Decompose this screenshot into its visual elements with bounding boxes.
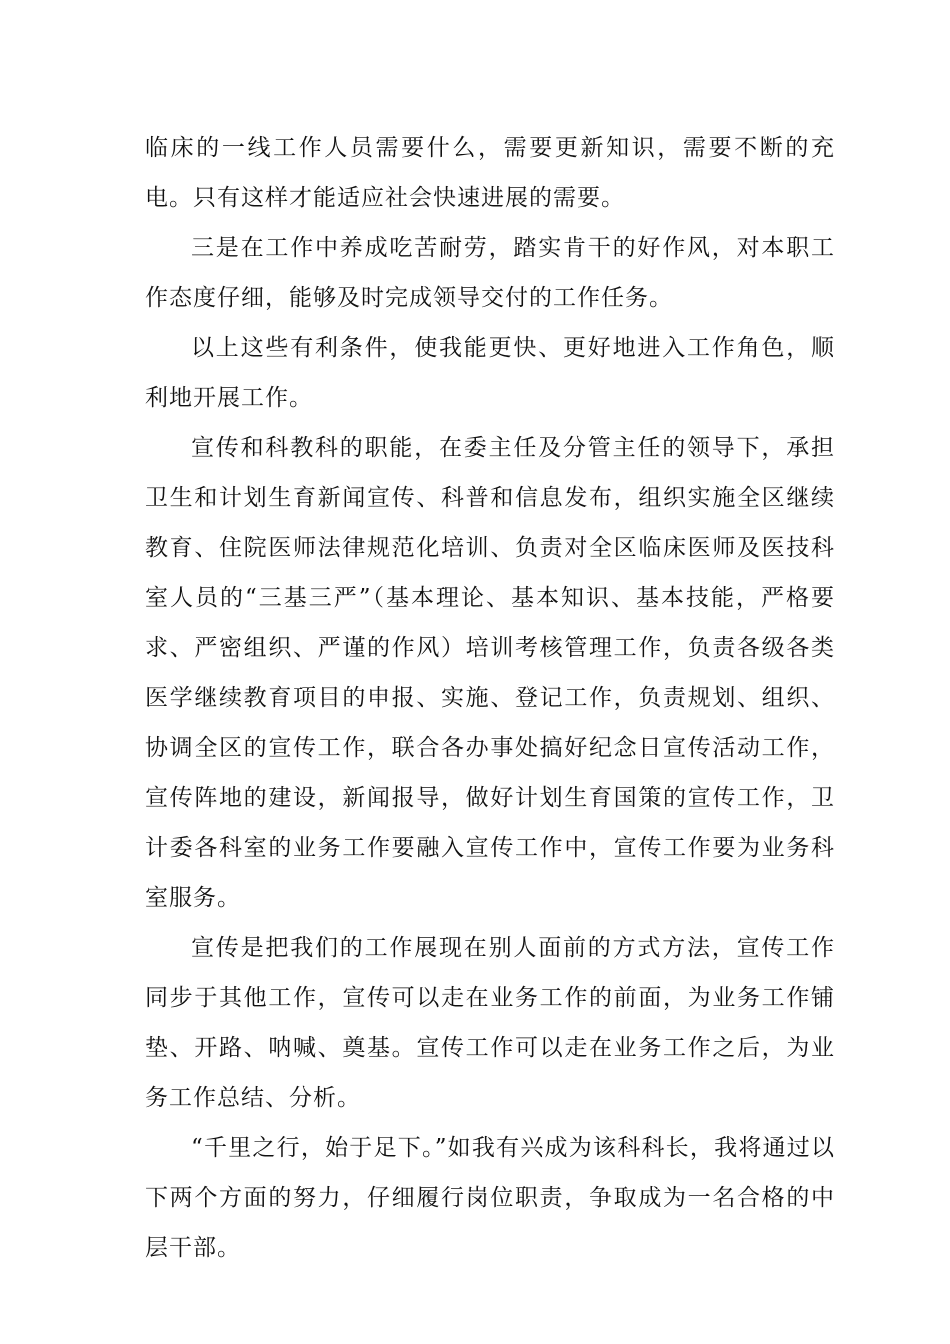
paragraph-publicity: 宣传是把我们的工作展现在别人面前的方式方法，宣传工作同步于其他工作，宣传可以走在业务工作的前面，为业务工作铺垫、开路、呐喊、奠基。宣传工作可以走在业务工作之后，为业务工作总结、分析。	[145, 935, 835, 1111]
paragraph-department-duties: 宣传和科教科的职能，在委主任及分管主任的领导下，承担卫生和计划生育新闻宣传、科普和信息发布，组织实施全区继续教育、住院医师法律规范化培训、负责对全区临床医师及医技科室人员的“三基三严”（基本理论、基本知识、基本技能，严格要求、严密组织、严谨的作风）培训考核管理工作，负责各级各类医学继续教育项目的申报、实施、登记工作，负责规划、组织、协调全区的宣传工作，联合各办事处搞好纪念日宣传活动工作，宣传阵地的建设，新闻报导，做好计划生育国策的宣传工作，卫计委各科室的业务工作要融入宣传工作中，宣传工作要为业务科室服务。	[145, 435, 835, 911]
paragraph-favorable-conditions: 以上这些有利条件，使我能更快、更好地进入工作角色，顺利地开展工作。	[145, 335, 835, 411]
paragraph-commitment: “千里之行，始于足下。”如我有兴成为该科科长，我将通过以下两个方面的努力，仔细履行岗位职责，争取成为一名合格的中层干部。	[145, 1135, 835, 1261]
document-body	[145, 123, 835, 1273]
paragraph-continuation: 临床的一线工作人员需要什么，需要更新知识，需要不断的充电。只有这样才能适应社会快速进展的需要。	[145, 135, 835, 211]
paragraph-work-style: 三是在工作中养成吃苦耐劳，踏实肯干的好作风，对本职工作态度仔细，能够及时完成领导交付的工作任务。	[145, 235, 835, 311]
